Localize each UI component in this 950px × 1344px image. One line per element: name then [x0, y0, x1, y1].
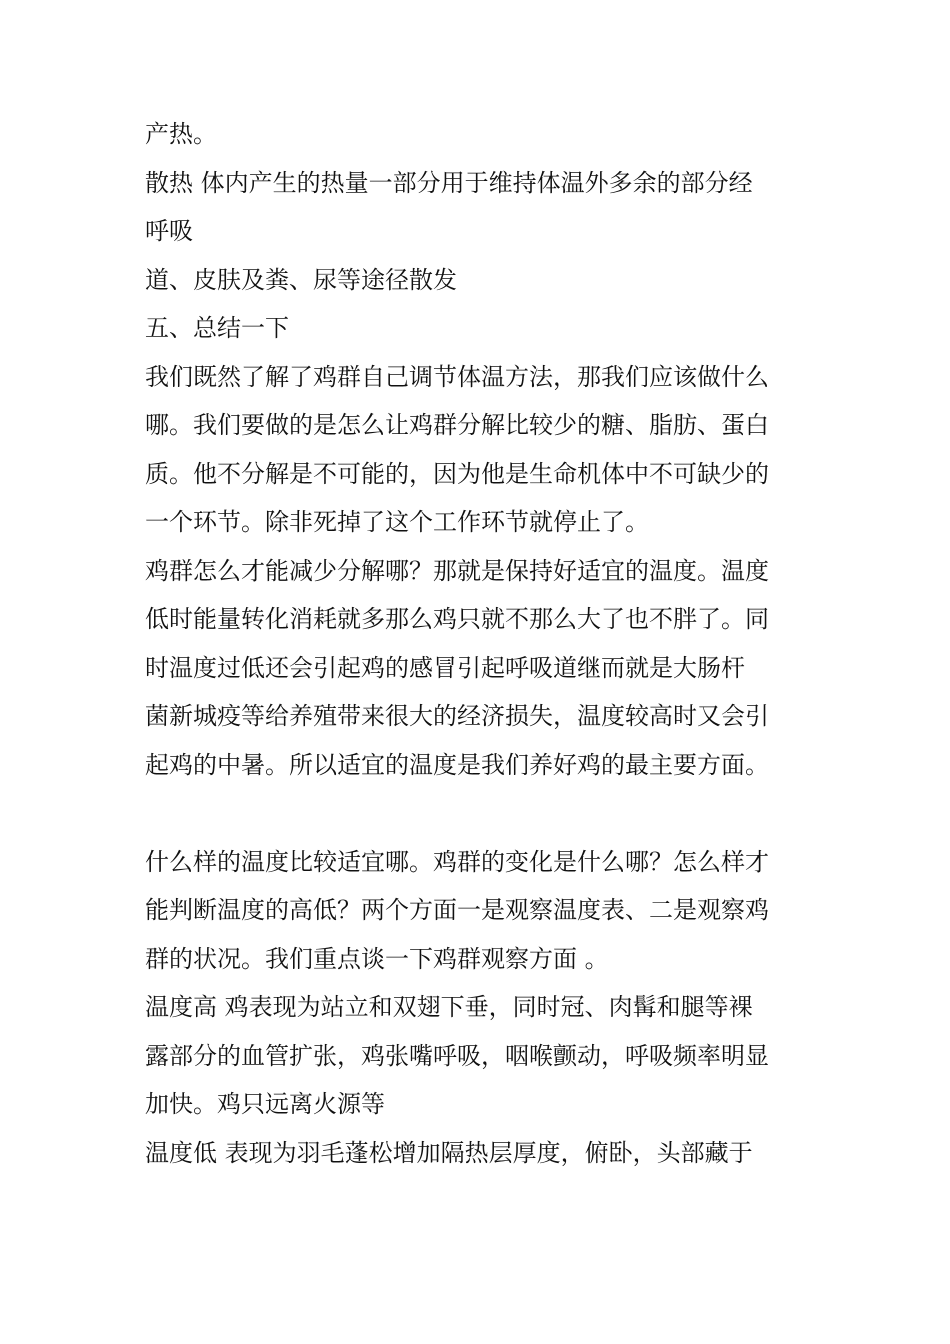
text-line: 道、皮肤及粪、尿等途径散发 [145, 265, 457, 294]
text-line: 一个环节。除非死掉了这个工作环节就停止了。 [145, 508, 649, 536]
text-line: 露部分的血管扩张，鸡张嘴呼吸，咽喉颤动，呼吸频率明显 [145, 1041, 769, 1070]
text-line: 温度高 鸡表现为站立和双翅下垂，同时冠、肉髯和腿等裸 [145, 993, 753, 1021]
text-line: 质。他不分解是不可能的，因为他是生命机体中不可缺少的 [145, 459, 769, 488]
text-line: 群的状况。我们重点谈一下鸡群观察方面 。 [145, 944, 609, 973]
blank-line [145, 789, 815, 838]
text-line: 呼吸 [145, 217, 193, 245]
text-line: 时温度过低还会引起鸡的感冒引起呼吸道继而就是大肠杆 [145, 653, 745, 682]
text-line: 菌新城疫等给养殖带来很大的经济损失，温度较高时又会引 [145, 702, 769, 730]
document-body [145, 110, 815, 1177]
text-line: 温度低 表现为羽毛蓬松增加隔热层厚度，俯卧，头部藏于 [145, 1138, 753, 1167]
text-line: 什么样的温度比较适宜哪。鸡群的变化是什么哪？怎么样才 [145, 847, 769, 876]
section-heading: 五、总结一下 [145, 314, 289, 342]
text-line: 低时能量转化消耗就多那么鸡只就不那么大了也不胖了。同 [145, 605, 769, 633]
text-line: 产热。 [145, 120, 217, 148]
text-line: 起鸡的中暑。所以适宜的温度是我们养好鸡的最主要方面。 [145, 750, 769, 779]
text-line: 加快。鸡只远离火源等 [145, 1090, 385, 1118]
text-line: 我们既然了解了鸡群自己调节体温方法，那我们应该做什么 [145, 362, 769, 391]
text-line: 能判断温度的高低？两个方面一是观察温度表、二是观察鸡 [145, 896, 769, 924]
text-line: 散热 体内产生的热量一部分用于维持体温外多余的部分经 [145, 168, 753, 197]
text-line: 鸡群怎么才能减少分解哪？那就是保持好适宜的温度。温度 [145, 556, 769, 585]
text-line: 哪。我们要做的是怎么让鸡群分解比较少的糖、脂肪、蛋白 [145, 411, 769, 439]
